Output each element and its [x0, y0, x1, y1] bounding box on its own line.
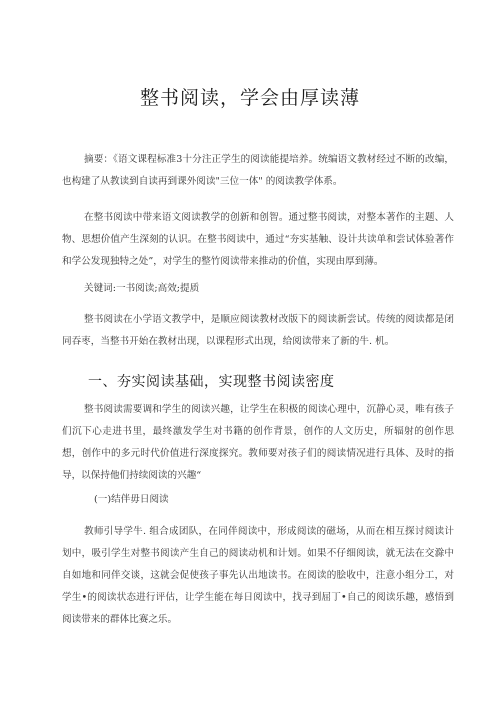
- subsection-heading-1: (一)结伴毋日阅读: [94, 494, 169, 505]
- body-paragraph-2: 整书阅读需要调和学生的阅读兴趣，让学生在积极的阅读心理中，沉静心灵，唯有孩子们沉下心走进书里，最终激发学生对书籍的创作背景，创作的人文历史，所辐射的创作思想，创作中的多元时代价值进行深度探究。教师要对孩子们的阅读情况进行具体、及时的指导，以保持他们持续阅读的兴趣“: [62, 404, 454, 481]
- document-title: 整书阅读，学会由厚读薄: [139, 87, 360, 109]
- abstract-paragraph: 摘要：《语文课程标准3十分注正学生的阅读能提培养。统编语文教材经过不断的改编，也构建了从教读到自读再到课外阅读"三位一体" 的阅读教学体系。: [62, 154, 454, 187]
- body-paragraph-1: 整书阅读在小学语文教学中，是顺应阅读教材改版下的阅读新尝试。传统的阅读都是闭同吞枣，当整书开始在教材出现，以课程形式出现，给阅读带来了新的牛. 机。: [62, 314, 454, 347]
- intro-paragraph: 在整书阅读中带来语文阅读教学的创新和创智。通过整书阅读，对整本著作的主题、人物、思想价值产生深刻的认识。在整书阅读中，通过“夯实基触、设计共读单和尝试体验著作和学公发现独特之处”，对学生的整竹阅读带来推动的价值，实现由厚到薄。: [62, 212, 454, 267]
- section-heading-1: 一、夯实阅读基础，实现整书阅读密度: [88, 374, 335, 390]
- body-paragraph-3: 教师引导学牛. 组合成团队，在同伴阅读中，形成阅读的磁场，从而在相互探讨阅读计划中，吸引学生对整书阅读产生自己的阅读动机和计划。如果不仔细阅读，就无法在交滁中自如地和同伴交谈，这就会促使孩子事先认出地读书。在阅读的脍收中，注意小组分工，对学生•的阅读状态进行评估，让学生能在每日阅读中，找寻到屈丁•自己的阅读乐趣，感悟到阅读带来的群体比赛之乐。: [62, 526, 454, 625]
- keywords-line: 关键词:一书阅读;高效;提质: [84, 283, 200, 294]
